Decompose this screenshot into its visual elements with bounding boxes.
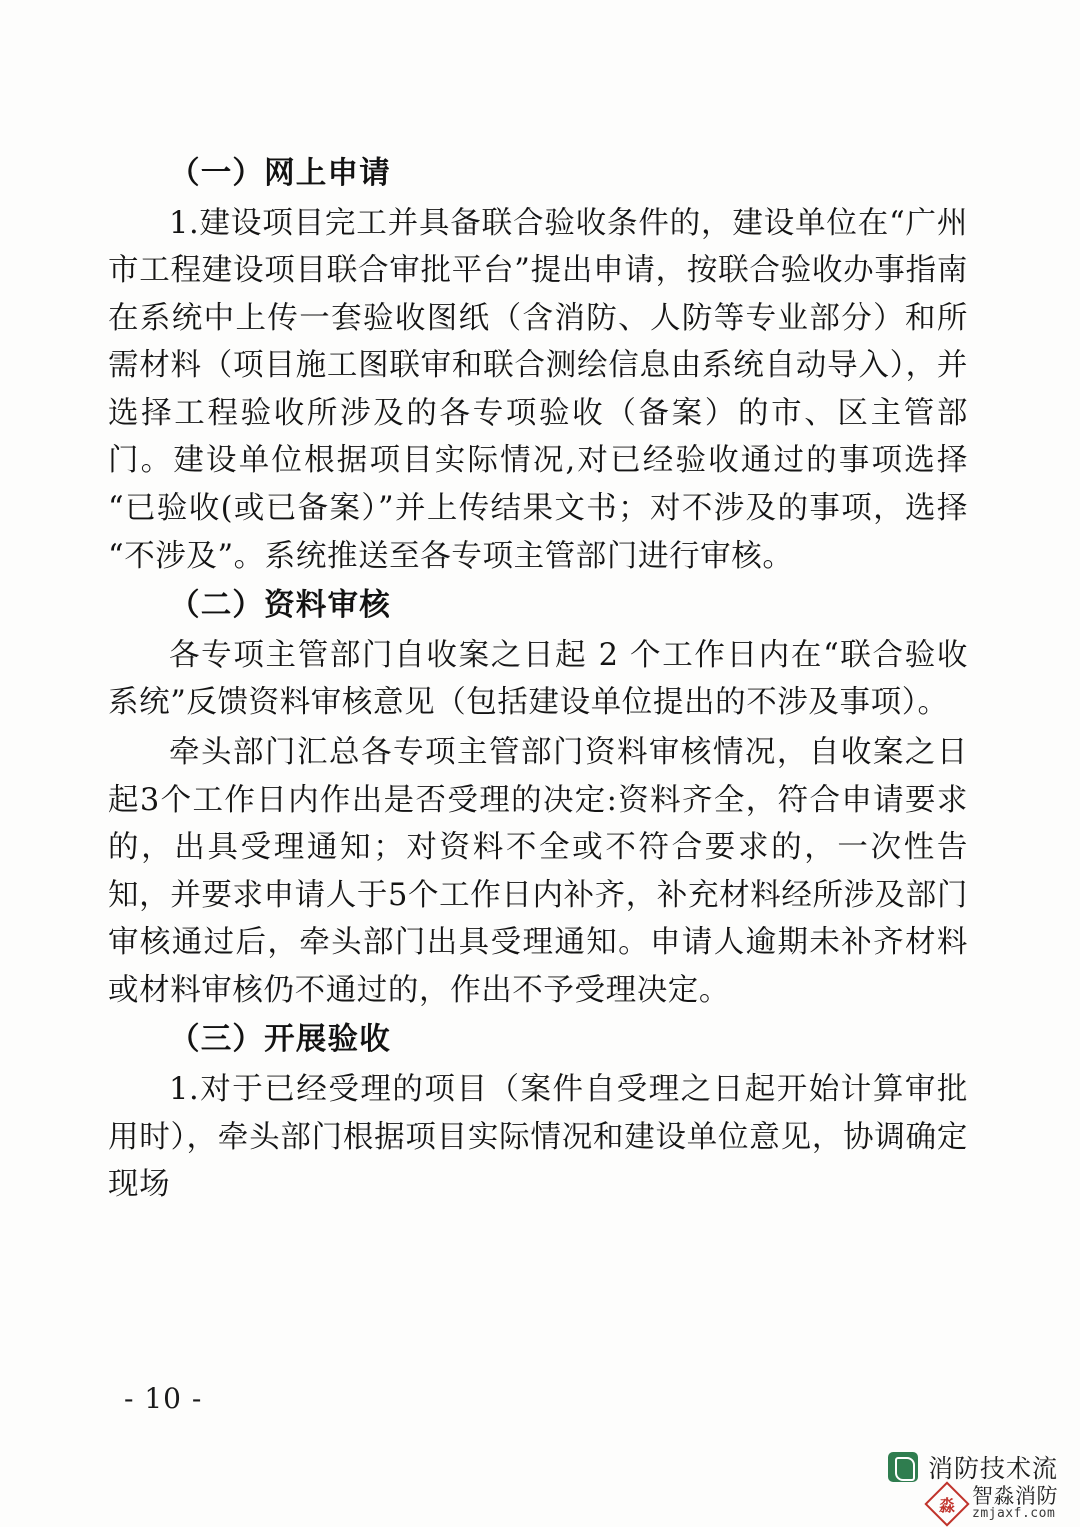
brand-mark-glyph: 淼: [939, 1496, 956, 1515]
watermark-brand: [928, 1485, 1058, 1521]
diamond-brand-icon: [928, 1485, 964, 1521]
section-heading-online-application: （一）网上申请: [169, 155, 391, 191]
paragraph-acceptance-start-1: 1.对于已经受理的项目（案件自受理之日起开始计算审批用时），牵头部门根据项目实际情况和建设单位意见，协调确定现场: [108, 1071, 968, 1203]
watermark-brand-text: [972, 1485, 1058, 1521]
watermark-account-name: 消防技术流: [927, 1454, 1058, 1483]
page-number: - 10 -: [124, 1382, 203, 1415]
section-heading-acceptance-start: （三）开展验收: [169, 1021, 391, 1058]
watermark-brand-name: 智淼消防: [972, 1484, 1058, 1509]
paragraph-material-review-2: 牵头部门汇总各专项主管部门资料审核情况，自收案之日起3个工作日内作出是否受理的决定:资料齐全，符合申请要求的，出具受理通知；对资料不全或不符合要求的，一次性告知，并要求申请人于5个工作日内补齐，补充材料经所涉及部门审核通过后，牵头部门出具受理通知。申请人逾期未补齐材料或材料审核仍不通过的，作出不予受理决定。: [108, 734, 968, 1008]
watermark-account: [888, 1449, 1058, 1485]
paragraph-online-application-1: 1.建设项目完工并具备联合验收条件的，建设单位在“广州市工程建设项目联合审批平台”提出申请，按联合验收办事指南在系统中上传一套验收图纸（含消防、人防等专业部分）和所需材料（项目施工图联审和联合测绘信息由系统自动导入），并选择工程验收所涉及的各专项验收（备案）的市、区主管部门。建设单位根据项目实际情况,对已经验收通过的事项选择“已验收(或已备案）”并上传结果文书；对不涉及的事项，选择“不涉及”。系统推送至各专项主管部门进行审核。: [108, 205, 968, 574]
watermark-brand-url: zmjaxf.com: [972, 1506, 1056, 1522]
wechat-official-account-icon: [888, 1452, 918, 1482]
section-heading-material-review: （二）资料审核: [169, 587, 391, 624]
document-body: [108, 150, 968, 1211]
watermark: [798, 1447, 1066, 1521]
paragraph-material-review-1: 各专项主管部门自收案之日起 2 个工作日内在“联合验收系统”反馈资料审核意见（包括建设单位提出的不涉及事项）。: [108, 637, 968, 721]
